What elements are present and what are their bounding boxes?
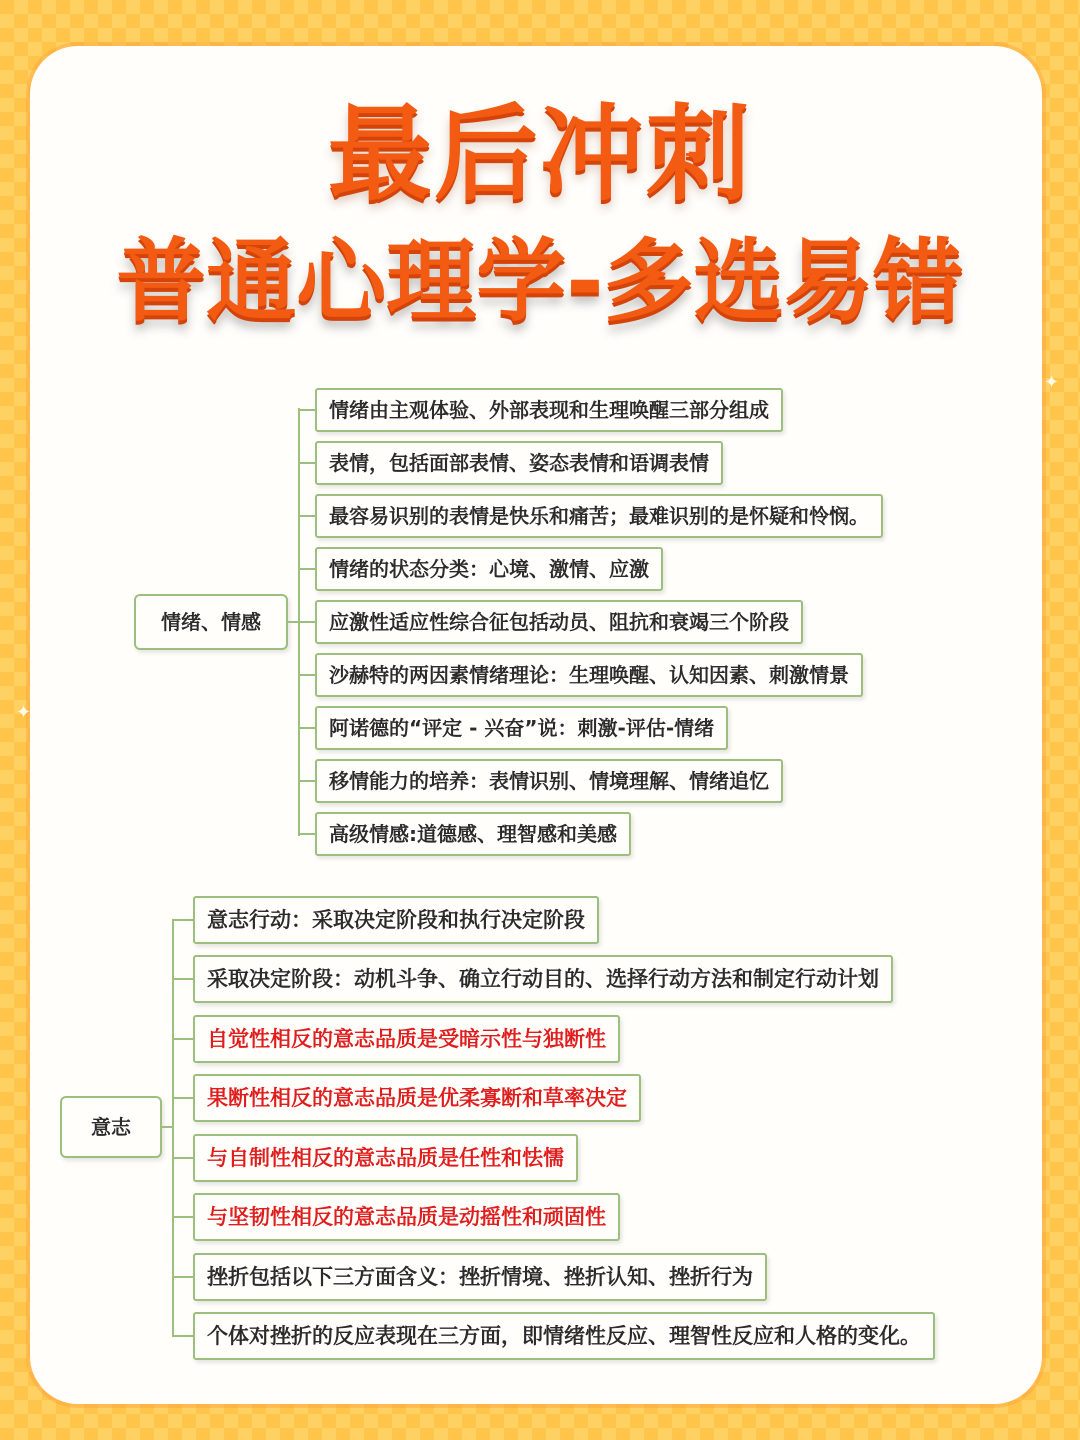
- title-subtitle: 普通心理学-多选易错: [116, 229, 964, 334]
- connector: [298, 621, 316, 623]
- branch-node: 情绪由主观体验、外部表现和生理唤醒三部分组成: [315, 388, 783, 432]
- connector: [172, 919, 174, 1337]
- branch-node: 高级情感:道德感、理智感和美感: [315, 812, 631, 856]
- connector: [172, 978, 194, 980]
- root-node-emotion: 情绪、情感: [134, 594, 288, 650]
- connector: [172, 1216, 194, 1218]
- branch-node: 挫折包括以下三方面含义：挫折情境、挫折认知、挫折行为: [193, 1253, 767, 1301]
- branch-node: 情绪的状态分类：心境、激情、应激: [315, 547, 663, 591]
- title-main: 最后冲刺: [327, 93, 752, 215]
- connector: [172, 1097, 194, 1099]
- connector: [298, 727, 316, 729]
- sparkle-icon: ✦: [1044, 372, 1060, 393]
- connector: [172, 1157, 194, 1159]
- branch-node-highlight: 与坚韧性相反的意志品质是动摇性和顽固性: [193, 1193, 620, 1241]
- connector: [172, 1038, 194, 1040]
- connector: [298, 568, 316, 570]
- branch-node: 表情，包括面部表情、姿态表情和语调表情: [315, 441, 723, 485]
- connector: [298, 515, 316, 517]
- branch-node: 应激性适应性综合征包括动员、阻抗和衰竭三个阶段: [315, 600, 803, 644]
- branch-node: 移情能力的培养：表情识别、情境理解、情绪追忆: [315, 759, 783, 803]
- connector: [298, 462, 316, 464]
- branch-node-highlight: 自觉性相反的意志品质是受暗示性与独断性: [193, 1015, 620, 1063]
- connector: [298, 674, 316, 676]
- connector: [172, 1335, 194, 1337]
- branch-node: 阿诺德的“评定 - 兴奋”说：刺激-评估-情绪: [315, 706, 728, 750]
- branch-node: 意志行动：采取决定阶段和执行决定阶段: [193, 896, 599, 944]
- branch-node: 个体对挫折的反应表现在三方面，即情绪性反应、理智性反应和人格的变化。: [193, 1312, 935, 1360]
- branch-node: 采取决定阶段：动机斗争、确立行动目的、选择行动方法和制定行动计划: [193, 955, 893, 1003]
- connector: [298, 780, 316, 782]
- connector: [172, 919, 194, 921]
- branch-node: 最容易识别的表情是快乐和痛苦；最难识别的是怀疑和怜悯。: [315, 494, 883, 538]
- connector: [298, 409, 316, 411]
- branch-node: 沙赫特的两因素情绪理论：生理唤醒、认知因素、刺激情景: [315, 653, 863, 697]
- root-node-volition: 意志: [60, 1096, 162, 1158]
- connector: [298, 833, 316, 835]
- branch-node-highlight: 与自制性相反的意志品质是任性和怯懦: [193, 1134, 578, 1182]
- branch-node-highlight: 果断性相反的意志品质是优柔寡断和草率决定: [193, 1074, 641, 1122]
- connector: [172, 1276, 194, 1278]
- sparkle-icon: ✦: [16, 702, 32, 723]
